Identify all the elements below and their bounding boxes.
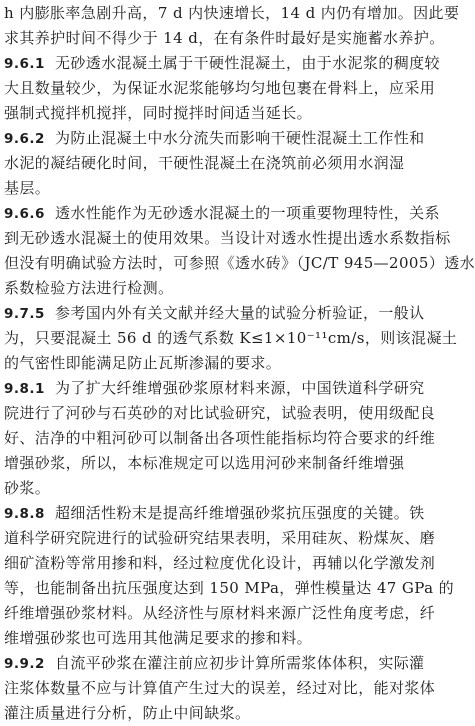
text-line: 但没有明确试验方法时，可参照《透水砖》（JC/T 945—2005）透水 [4,254,475,272]
text-line: 为了扩大纤维增强砂浆原材料来源，中国铁道科学研究 [54,379,425,397]
text-line: 好、洁净的中粗河砂可以制备出各项性能指标均符合要求的纤维 [4,429,436,447]
clause-9-6-6 [4,201,475,301]
text-line: 自流平砂浆在灌注前应初步计算所需浆体体积，实际灌 [54,654,425,672]
text-line: 等，也能制备出抗压强度达到 150 MPa，弹性模量达 47 GPa 的 [4,579,455,597]
text-line: 为防止混凝土中水分流失而影响干硬性混凝土工作性和 [54,129,425,147]
text-line: 超细活性粉末是提高纤维增强砂浆抗压强度的关键。铁 [54,504,425,522]
clause-9-9-2 [4,651,442,726]
text-line: 灌注质量进行分析，防止中间缺浆。 [4,704,251,722]
text-line: 水泥的凝结硬化时间，干硬性混凝土在浇筑前必须用水润湿 [4,154,405,172]
text-line: 院进行了河砂与石英砂的对比试验研究，试验表明，使用级配良 [4,404,436,422]
clause-number: 9.8.8 [4,506,45,522]
text-line: 强制式搅拌机搅拌，同时搅拌时间适当延长。 [4,104,313,122]
clause-9-8-8 [4,501,455,651]
text-line: 增强砂浆，所以，本标准规定可以选用河砂来制备纤维增强 [4,454,405,472]
text-line: 系数检验方法进行检测。 [4,279,174,297]
text-line: 纤维增强砂浆材料。从经济性与原材料来源广泛性角度考虑，纤 [4,604,436,622]
text-line: 注浆体数量不应与计算值产生过大的误差，经过对比，能对浆体 [4,679,436,697]
text-line: 细矿渣粉等常用掺和料，经过粒度优化设计，再辅以化学激发剂 [4,554,436,572]
document-page [4,0,475,722]
text-line: 大且数量较少，为保证水泥浆能够均匀地包裹在骨料上，应采用 [4,79,436,97]
text-line: 维增强砂浆也可选用其他满足要求的掺和料。 [4,629,313,647]
clause-number: 9.9.2 [4,656,45,672]
text-line: 透水性能作为无砂透水混凝土的一项重要物理特性，关系 [54,204,440,222]
clause-number: 9.8.1 [4,381,45,397]
clause-number: 9.6.1 [4,56,45,72]
clause-number: 9.7.5 [4,306,45,322]
text-line: 参考国内外有关文献并经大量的试验分析验证，一般认 [54,304,425,322]
clause-9-6-2 [4,126,442,201]
intro-paragraph [4,1,460,51]
clause-9-7-5 [4,301,458,376]
text-line: 砂浆。 [4,479,51,497]
text-line: 无砂透水混凝土属于干硬性混凝土，由于水泥浆的稠度较 [54,54,440,72]
clause-number: 9.6.6 [4,206,45,222]
text-line: 的气密性即能满足防止瓦斯渗漏的要求。 [4,354,282,372]
text-line: 道科学研究院进行的试验研究结果表明，采用硅灰、粉煤灰、磨 [4,529,436,547]
clause-number: 9.6.2 [4,131,45,147]
clause-9-6-1 [4,51,442,126]
text-line: 到无砂透水混凝土的使用效果。当设计对透水性提出透水系数指标 [4,229,451,247]
clause-9-8-1 [4,376,442,501]
text-line: 求其养护时间不得少于 14 d，在有条件时最好是实施蓄水养护。 [4,29,445,47]
text-line: 为，只要混凝土 56 d 的透气系数 K≤1×10⁻¹¹cm/s，则该混凝土 [4,329,458,347]
text-line: h 内膨胀率急剧升高，7 d 内快速增长，14 d 内仍有增加。因此要 [4,4,460,22]
text-line: 基层。 [4,179,51,197]
